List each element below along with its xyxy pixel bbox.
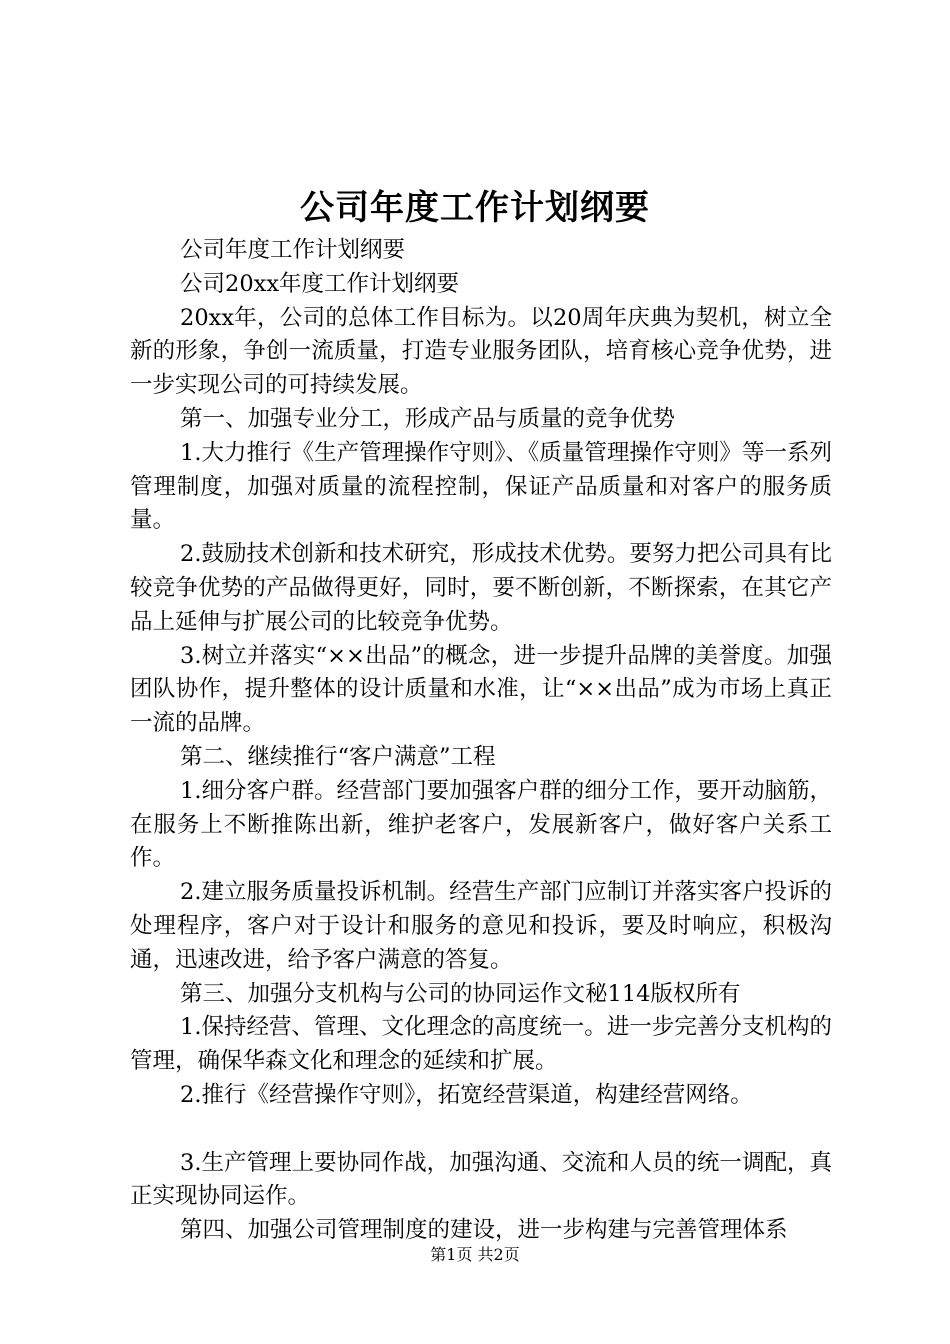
- paragraph-1-2: 2.鼓励技术创新和技术研究，形成技术优势。要努力把公司具有比较竞争优势的产品做得更好，同时，要不断创新，不断探索，在其它产品上延伸与扩展公司的比较竞争优势。: [130, 541, 832, 635]
- paragraph-2-2: 2.建立服务质量投诉机制。经营生产部门应制订并落实客户投诉的处理程序，客户对于设计和服务的意见和投诉，要及时响应，积极沟通，迅速改进，给予客户满意的答复。: [130, 879, 832, 973]
- paragraph-overall-goal: 20xx年，公司的总体工作目标为。以20周年庆典为契机，树立全新的形象，争创一流质量，打造专业服务团队，培育核心竞争优势，进一步实现公司的可持续发展。: [130, 304, 832, 399]
- paragraph-2-1: 1.细分客户群。经营部门要加强客户群的细分工作，要开动脑筋，在服务上不断推陈出新，维护老客户，发展新客户，做好客户关系工作。: [130, 777, 832, 872]
- paragraph-3-1: 1.保持经营、管理、文化理念的高度统一。进一步完善分支机构的管理，确保华森文化和理念的延续和扩展。: [130, 1014, 832, 1075]
- paragraph-subtitle: 公司20xx年度工作计划纲要: [180, 270, 460, 297]
- paragraph-3-3: 3.生产管理上要协同作战，加强沟通、交流和人员的统一调配，真正实现协同运作。: [130, 1149, 832, 1210]
- section-heading-4: 第四、加强公司管理制度的建设，进一步构建与完善管理体系: [180, 1217, 788, 1244]
- document-title: 公司年度工作计划纲要: [300, 188, 650, 228]
- paragraph-1-1: 1.大力推行《生产管理操作守则》、《质量管理操作守则》等一系列管理制度，加强对质量的流程控制，保证产品质量和对客户的服务质量。: [130, 439, 832, 534]
- paragraph-heading-repeat: 公司年度工作计划纲要: [180, 237, 406, 263]
- section-heading-3: 第三、加强分支机构与公司的协同运作文秘114版权所有: [180, 980, 741, 1007]
- paragraph-1-3: 3.树立并落实“××出品”的概念，进一步提升品牌的美誉度。加强团队协作，提升整体的设计质量和水准，让“××出品”成为市场上真正一流的品牌。: [130, 642, 832, 737]
- page-footer: 第1页 共2页: [430, 1245, 520, 1264]
- paragraph-3-2: 2.推行《经营操作守则》，拓宽经营渠道，构建经营网络。: [180, 1081, 753, 1108]
- section-heading-1: 第一、加强专业分工，形成产品与质量的竞争优势: [180, 405, 676, 432]
- document-body: [130, 234, 832, 1248]
- section-heading-2: 第二、继续推行“客户满意”工程: [180, 743, 496, 770]
- blank-line: [130, 1113, 832, 1147]
